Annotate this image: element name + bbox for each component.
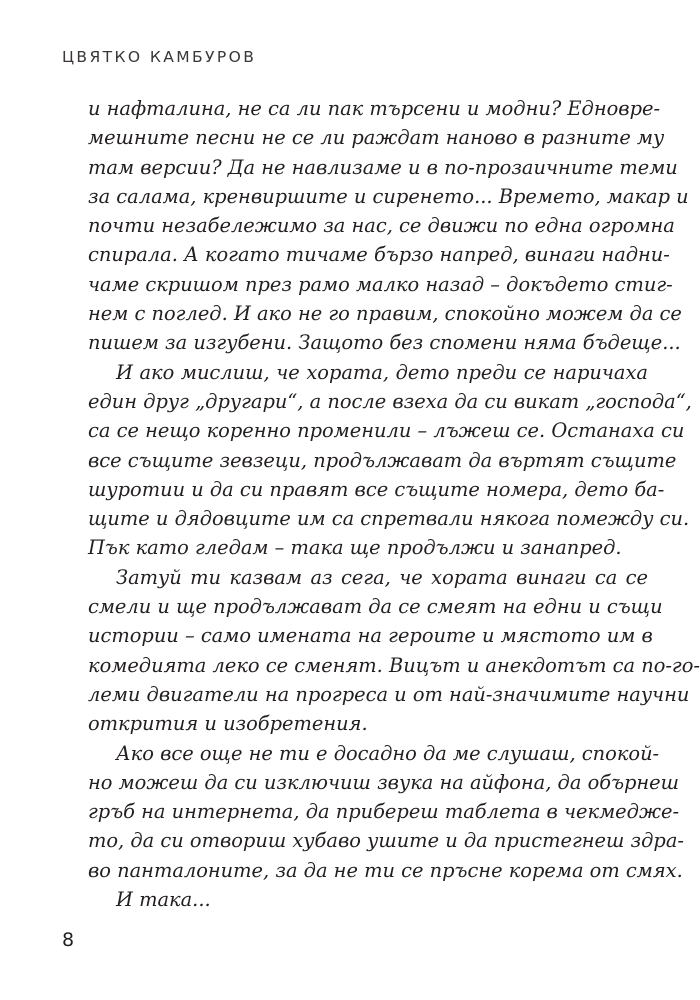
text-line: смели и ще продължават да се смеят на едни и същи: [88, 595, 663, 619]
running-header-author: ЦВЯТКО КАМБУРОВ: [62, 48, 257, 66]
text-line: шуротии и да си правят все същите номера, дето ба-: [88, 477, 665, 501]
text-line: леми двигатели на прогреса и от най-значимите научни: [88, 682, 690, 706]
text-line: са се нещо коренно променили – лъжеш се. Останаха си: [88, 419, 685, 443]
text-line: за салама, кренвиршите и сиренето... Времето, макар и: [88, 184, 689, 208]
text-line: спирала. А когато тичаме бързо напред, винаги надни-: [88, 243, 670, 267]
text-line: почти незабележимо за нас, се движи по една огромна: [88, 214, 675, 238]
text-line: Ако все още не ти е досадно да ме слушаш, спокой-: [116, 741, 660, 765]
text-line: Пък като гледам – така ще продължи и занапред.: [88, 536, 622, 560]
page-number: 8: [62, 929, 75, 951]
text-line: един друг „другари“, а после взеха да си викат „господа“,: [88, 389, 692, 413]
text-line: пишем за изгубени. Защото без спомени няма бъдеще...: [88, 331, 681, 355]
text-line: но можеш да си изключиш звука на айфона, да обърнеш: [88, 770, 680, 794]
body-text: [88, 94, 700, 914]
text-line: то, да си отвориш хубаво ушите и да пристегнеш здра-: [88, 829, 684, 853]
text-line: Затуй ти казвам аз сега, че хората винаги са се: [116, 565, 648, 589]
text-line: щите и дядовците им са спретвали някога помежду си.: [88, 507, 690, 531]
text-line: гръб на интернета, да прибереш таблета в чекмедже-: [88, 800, 680, 824]
text-line: и нафталина, не са ли пак търсени и модни? Едновре-: [88, 97, 661, 120]
text-line: истории – само имената на героите и мястото им в: [88, 624, 653, 648]
text-line: комедията леко се сменят. Вицът и анекдотът са по-го-: [88, 653, 700, 677]
text-line: нем с поглед. И ако не го правим, спокойно можем да се: [88, 302, 682, 326]
text-line: чаме скришом през рамо малко назад – докъдето стиг-: [88, 272, 673, 296]
text-line: там версии? Да не навлизаме и в по-прозаичните теми: [88, 155, 678, 179]
text-line: во панталоните, за да не ти се пръсне корема от смях.: [88, 858, 683, 882]
text-line: все същите зевзеци, продължават да въртят същите: [88, 448, 677, 472]
text-line: И ако мислиш, че хората, дето преди се наричаха: [116, 360, 648, 384]
text-line: И така...: [116, 888, 211, 912]
text-line: мешните песни не се ли раждат наново в разните му: [88, 126, 665, 150]
text-line: открития и изобретения.: [88, 712, 368, 736]
